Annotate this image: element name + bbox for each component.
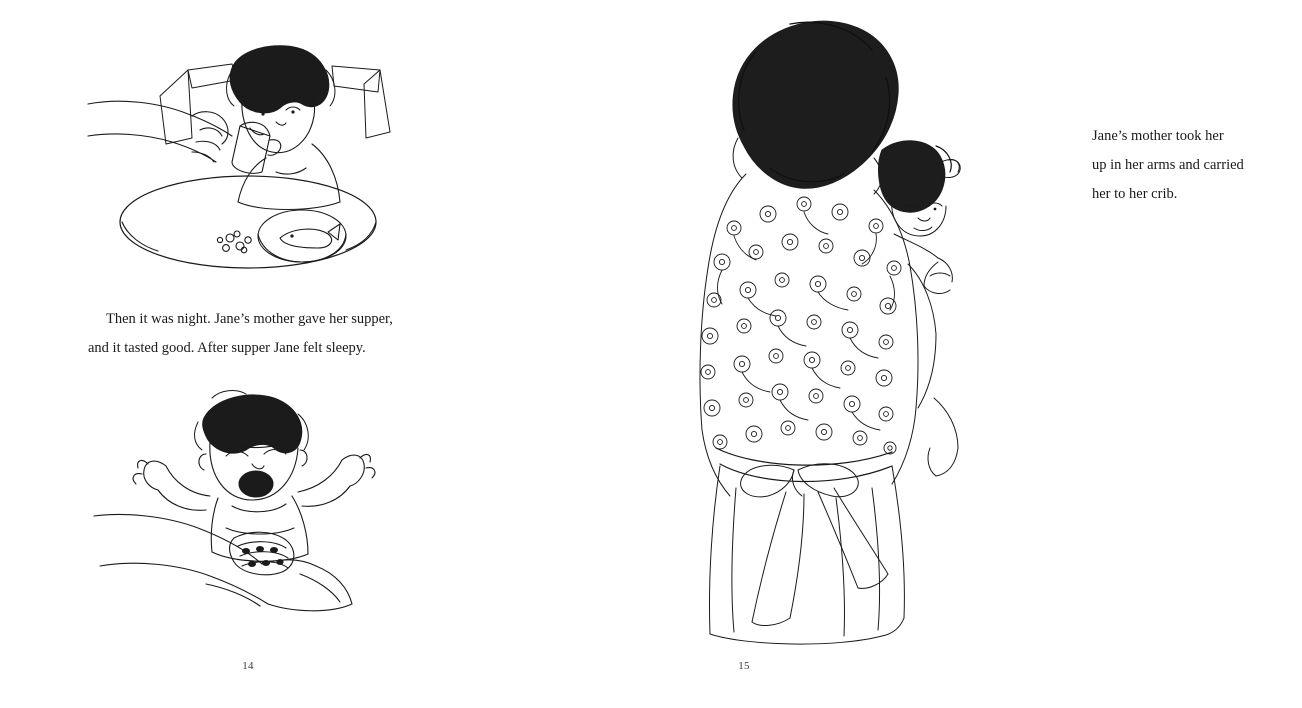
right-caption-line-1: Jane’s mother took her — [1092, 128, 1224, 144]
left-page-number: 14 — [242, 660, 254, 672]
right-page — [496, 0, 1244, 708]
right-caption-line-3: her to her crib. — [1092, 186, 1178, 202]
left-page-caption — [88, 305, 418, 363]
right-caption-line-2: up in her arms and carried — [1092, 157, 1244, 173]
baby-being-fed-svg — [80, 40, 410, 280]
mother-carrying-baby-svg — [686, 18, 976, 658]
left-page — [0, 0, 496, 708]
mother-carrying-baby-illustration — [686, 18, 976, 658]
baby-being-fed-at-table-illustration — [80, 40, 410, 280]
baby-yawning-in-arms-illustration — [86, 388, 416, 628]
baby-yawning-svg — [86, 388, 416, 628]
right-page-caption — [1092, 122, 1302, 209]
floral-pattern — [701, 197, 901, 454]
left-caption-line-2: and it tasted good. After supper Jane felt sleepy. — [88, 340, 366, 356]
right-page-number: 15 — [738, 660, 750, 672]
left-caption-line-1: Then it was night. Jane’s mother gave her supper, — [106, 311, 393, 327]
